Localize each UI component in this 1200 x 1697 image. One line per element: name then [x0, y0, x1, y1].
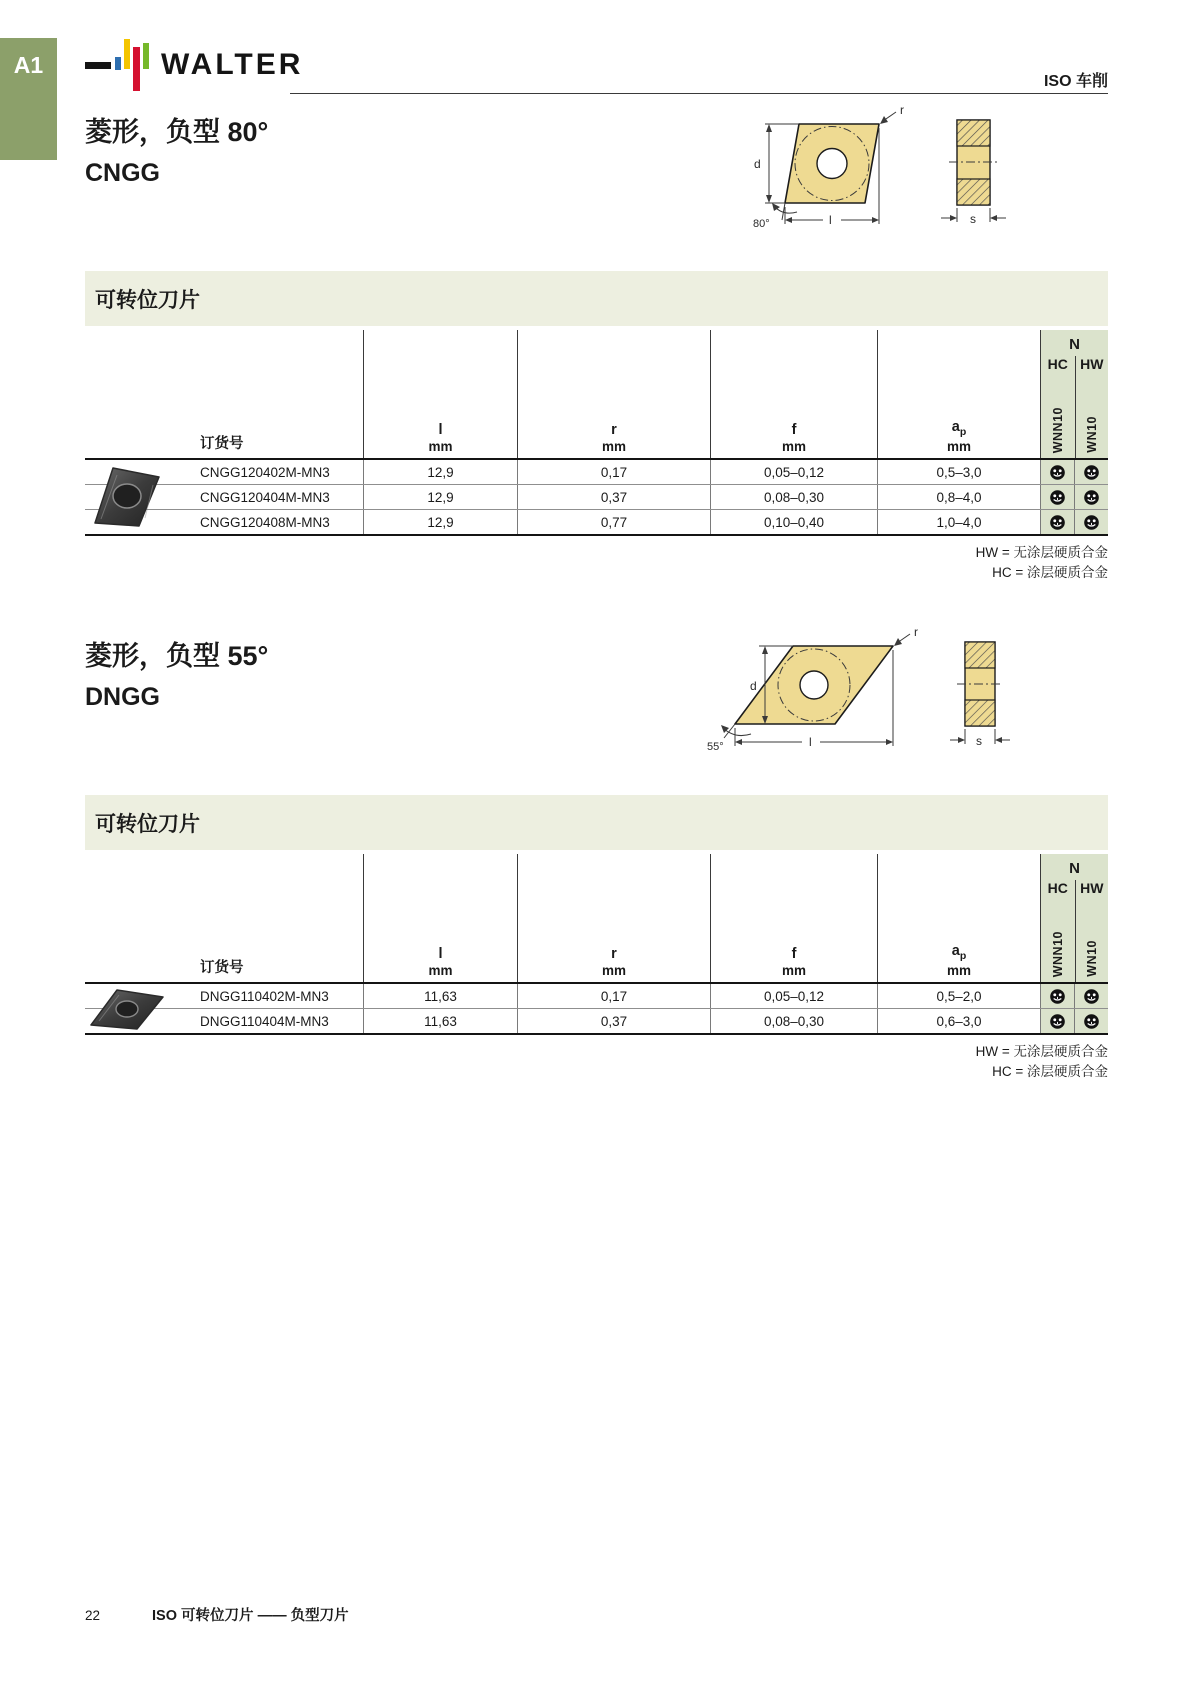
value-l: 12,9	[363, 510, 517, 534]
svg-text:d: d	[754, 157, 761, 171]
value-f: 0,08–0,30	[710, 1009, 877, 1033]
svg-text:l: l	[809, 735, 812, 750]
grade-col-hc: HC WNN10	[1047, 356, 1068, 453]
column-header-f: f mm	[710, 854, 877, 982]
svg-text:80°: 80°	[753, 218, 770, 230]
section-code: DNGG	[85, 683, 160, 712]
value-l: 12,9	[363, 460, 517, 484]
grade-availability-cell	[1074, 510, 1108, 534]
brand-logo	[85, 37, 303, 93]
order-number: CNGG120402M-MN3	[200, 464, 330, 480]
brand-wordmark: WALTER	[161, 48, 304, 81]
chapter-tab-label: A1	[13, 52, 44, 78]
value-l: 11,63	[363, 1009, 517, 1033]
grade-dot-icon	[1083, 1013, 1100, 1030]
side-view	[950, 642, 1010, 748]
column-header-f: f mm	[710, 330, 877, 458]
grade-dot-icon	[1083, 514, 1100, 531]
value-r: 0,17	[517, 460, 710, 484]
svg-text:d: d	[750, 679, 757, 694]
value-l: 12,9	[363, 485, 517, 509]
svg-text:r: r	[914, 625, 918, 640]
section-cngg	[85, 103, 1108, 582]
value-r: 0,37	[517, 1009, 710, 1033]
page-footer	[85, 1604, 349, 1625]
chapter-tab	[0, 38, 57, 160]
legend-line-hc: HC = 涂层硬质合金	[992, 564, 1108, 580]
grade-name-wnn10: WNN10	[1050, 930, 1065, 978]
table-body	[85, 460, 1108, 536]
order-number: DNGG110402M-MN3	[200, 988, 329, 1004]
grade-dot-icon	[1049, 988, 1066, 1005]
page-number: 22	[85, 1608, 101, 1623]
value-f: 0,10–0,40	[710, 510, 877, 534]
grade-dot-icon	[1049, 489, 1066, 506]
order-number: DNGG110404M-MN3	[200, 1013, 329, 1029]
grade-legend	[85, 543, 1108, 582]
grade-col-hw: HW WN10	[1075, 880, 1109, 982]
column-header-order: 订货号	[200, 960, 244, 977]
grade-dot-icon	[1049, 1013, 1066, 1030]
grade-name-wnn10: WNN10	[1050, 406, 1065, 453]
value-ap: 0,5–2,0	[877, 984, 1040, 1008]
grade-group-label: N	[1069, 860, 1080, 878]
grade-columns-header	[1040, 854, 1108, 982]
grade-availability-cell	[1074, 485, 1108, 509]
insert-diagram-dngg	[707, 624, 1013, 767]
grade-name-wn10: WN10	[1084, 416, 1099, 453]
column-header-r: r mm	[517, 330, 710, 458]
table-band	[85, 795, 1108, 850]
header-rule	[290, 93, 1108, 94]
column-header-l: l mm	[363, 854, 517, 982]
value-r: 0,17	[517, 984, 710, 1008]
inserts-table-dngg	[85, 854, 1108, 1035]
grade-dot-icon	[1049, 464, 1066, 481]
front-view	[707, 625, 918, 753]
grade-availability-cell	[1040, 485, 1074, 509]
grade-dot-icon	[1083, 988, 1100, 1005]
grade-dot-icon	[1083, 489, 1100, 506]
order-number: CNGG120408M-MN3	[200, 514, 330, 530]
grade-availability-cell	[1074, 460, 1108, 484]
table-row	[85, 460, 1108, 484]
grade-dot-icon	[1049, 514, 1066, 531]
order-number: CNGG120404M-MN3	[200, 489, 330, 505]
front-view	[753, 103, 904, 230]
value-ap: 0,8–4,0	[877, 485, 1040, 509]
section-title: 菱形，负型 55°	[85, 641, 269, 672]
column-header-l: l mm	[363, 330, 517, 458]
grade-dot-icon	[1083, 464, 1100, 481]
table-band	[85, 271, 1108, 326]
column-header-order: 订货号	[200, 436, 244, 452]
grade-col-hw: HW WN10	[1075, 356, 1109, 458]
section-title: 菱形，负型 80°	[85, 117, 269, 147]
grade-availability-cell	[1074, 984, 1108, 1008]
svg-text:l: l	[829, 213, 832, 227]
legend-line-hw: HW = 无涂层硬质合金	[975, 545, 1108, 560]
grade-availability-cell	[1040, 984, 1074, 1008]
logo-bars-icon	[85, 37, 155, 93]
table-body	[85, 984, 1108, 1035]
value-r: 0,37	[517, 485, 710, 509]
header-category-label: ISO 车削	[1043, 73, 1108, 90]
value-f: 0,05–0,12	[710, 984, 877, 1008]
inserts-table-cngg	[85, 330, 1108, 536]
band-title: 可转位刀片	[95, 812, 200, 836]
value-r: 0,77	[517, 510, 710, 534]
svg-text:55°: 55°	[707, 741, 724, 754]
value-ap: 1,0–4,0	[877, 510, 1040, 534]
value-ap: 0,6–3,0	[877, 1009, 1040, 1033]
page-header	[85, 45, 1108, 93]
value-f: 0,05–0,12	[710, 460, 877, 484]
value-f: 0,08–0,30	[710, 485, 877, 509]
svg-text:s: s	[976, 734, 982, 749]
svg-text:r: r	[900, 103, 904, 117]
column-header-ap: $a_p$ mm	[877, 854, 1040, 982]
column-header-ap: $a_p$ mm	[877, 330, 1040, 458]
insert-diagram-dngg-svg	[707, 624, 1013, 762]
band-title: 可转位刀片	[95, 288, 200, 312]
grade-availability-cell	[1040, 460, 1074, 484]
svg-text:s: s	[970, 212, 976, 226]
grade-col-hc: HC WNN10	[1047, 880, 1068, 978]
product-photo-dngg	[87, 987, 167, 1031]
insert-diagram-cngg	[753, 100, 1013, 243]
value-ap: 0,5–3,0	[877, 460, 1040, 484]
insert-diagram-cngg-svg	[753, 100, 1013, 238]
table-header	[85, 330, 1108, 460]
footer-label: ISO 可转位刀片 —— 负型刀片	[152, 1608, 349, 1624]
table-row	[85, 984, 1108, 1008]
value-l: 11,63	[363, 984, 517, 1008]
grade-availability-cell	[1040, 510, 1074, 534]
section-dngg	[85, 625, 1108, 1081]
legend-line-hc: HC = 涂层硬质合金	[992, 1063, 1108, 1079]
grade-group-label: N	[1069, 336, 1080, 353]
grade-legend	[85, 1042, 1108, 1081]
side-view	[941, 120, 1006, 226]
section-code: CNGG	[85, 159, 160, 187]
product-photo-cngg	[87, 463, 165, 529]
page-content	[85, 45, 1108, 1081]
column-header-r: r mm	[517, 854, 710, 982]
table-row	[85, 484, 1108, 509]
grade-name-wn10: WN10	[1084, 940, 1099, 978]
grade-columns-header	[1040, 330, 1108, 458]
legend-line-hw: HW = 无涂层硬质合金	[975, 1044, 1108, 1060]
table-row	[85, 509, 1108, 534]
grade-availability-cell	[1040, 1009, 1074, 1033]
table-row	[85, 1008, 1108, 1033]
table-header	[85, 854, 1108, 984]
grade-availability-cell	[1074, 1009, 1108, 1033]
